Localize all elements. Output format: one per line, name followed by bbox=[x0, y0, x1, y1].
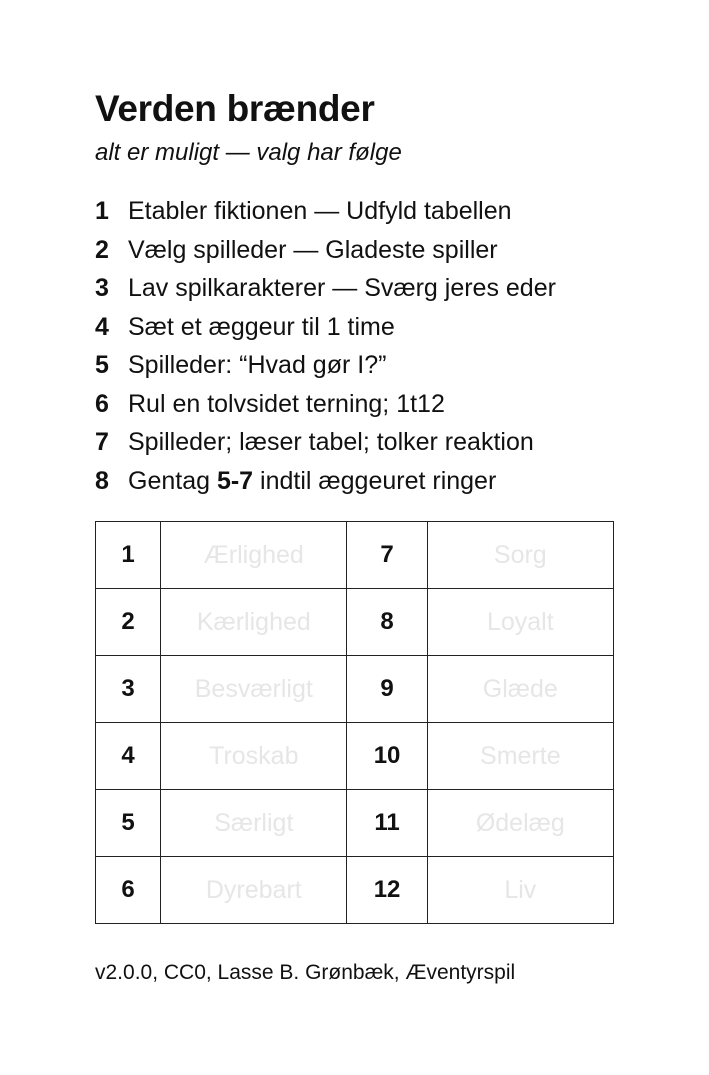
table-row bbox=[96, 522, 614, 589]
table-entry[interactable]: Ødelæg bbox=[427, 790, 613, 857]
table-entry[interactable]: Liv bbox=[427, 857, 613, 924]
roll-number: 8 bbox=[347, 589, 427, 656]
step-text: Rul en tolvsidet terning; 1t12 bbox=[128, 389, 445, 418]
page-title: Verden brænder bbox=[95, 88, 375, 129]
step-number: 3 bbox=[95, 274, 109, 302]
step-text-before: Gentag bbox=[128, 466, 217, 495]
steps-list bbox=[95, 192, 635, 500]
step-item bbox=[95, 462, 635, 501]
step-text: Sæt et æggeur til 1 time bbox=[128, 312, 395, 341]
step-text: Spilleder; læser tabel; tolker reaktion bbox=[128, 428, 534, 456]
step-text: Spilleder: “Hvad gør I?” bbox=[128, 351, 387, 379]
table-entry[interactable]: Dyrebart bbox=[161, 857, 347, 924]
roll-number: 3 bbox=[96, 656, 161, 723]
roll-number: 4 bbox=[96, 723, 161, 790]
table-entry[interactable]: Besværligt bbox=[161, 656, 347, 723]
table-row bbox=[96, 857, 614, 924]
footer-credits: v2.0.0, CC0, Lasse B. Grønbæk, Æventyrspil bbox=[95, 961, 516, 984]
roll-number: 12 bbox=[347, 857, 427, 924]
roll-number: 11 bbox=[347, 790, 427, 857]
table-entry[interactable]: Ærlighed bbox=[161, 522, 347, 589]
step-text: Vælg spilleder — Gladeste spiller bbox=[128, 235, 498, 264]
step-number: 8 bbox=[95, 466, 109, 495]
table-row bbox=[96, 723, 614, 790]
step-number: 6 bbox=[95, 389, 109, 418]
table-entry[interactable]: Glæde bbox=[427, 656, 613, 723]
step-number: 2 bbox=[95, 235, 109, 264]
step-number: 1 bbox=[95, 197, 109, 225]
table-entry[interactable]: Smerte bbox=[427, 723, 613, 790]
step-number: 4 bbox=[95, 312, 109, 341]
table-row bbox=[96, 656, 614, 723]
step-text bbox=[128, 462, 496, 501]
table-entry[interactable]: Kærlighed bbox=[161, 589, 347, 656]
step-text: Lav spilkarakterer — Sværg jeres eder bbox=[128, 274, 556, 302]
roll-number: 10 bbox=[347, 723, 427, 790]
step-item bbox=[95, 308, 635, 347]
roll-number: 2 bbox=[96, 589, 161, 656]
roll-number: 9 bbox=[347, 656, 427, 723]
table-row bbox=[96, 790, 614, 857]
step-number: 5 bbox=[95, 351, 109, 379]
roll-number: 7 bbox=[347, 522, 427, 589]
table-entry[interactable]: Sorg bbox=[427, 522, 613, 589]
step-text: Etabler fiktionen — Udfyld tabellen bbox=[128, 197, 512, 225]
table-entry[interactable]: Troskab bbox=[161, 723, 347, 790]
step-item bbox=[95, 231, 635, 270]
d12-table bbox=[95, 521, 614, 924]
page-subtitle: alt er muligt — valg har følge bbox=[95, 139, 402, 166]
step-item bbox=[95, 192, 635, 231]
step-item bbox=[95, 385, 635, 424]
table-entry[interactable]: Særligt bbox=[161, 790, 347, 857]
step-number: 7 bbox=[95, 428, 109, 456]
step-item bbox=[95, 269, 635, 308]
roll-number: 6 bbox=[96, 857, 161, 924]
step-text-bold: 5-7 bbox=[216, 466, 254, 495]
roll-number: 5 bbox=[96, 790, 161, 857]
step-item bbox=[95, 423, 635, 462]
table-row bbox=[96, 589, 614, 656]
step-text-after: indtil æggeuret ringer bbox=[253, 466, 497, 495]
page-content bbox=[95, 88, 635, 500]
table-entry[interactable]: Loyalt bbox=[427, 589, 613, 656]
roll-number: 1 bbox=[96, 522, 161, 589]
step-item bbox=[95, 346, 635, 385]
